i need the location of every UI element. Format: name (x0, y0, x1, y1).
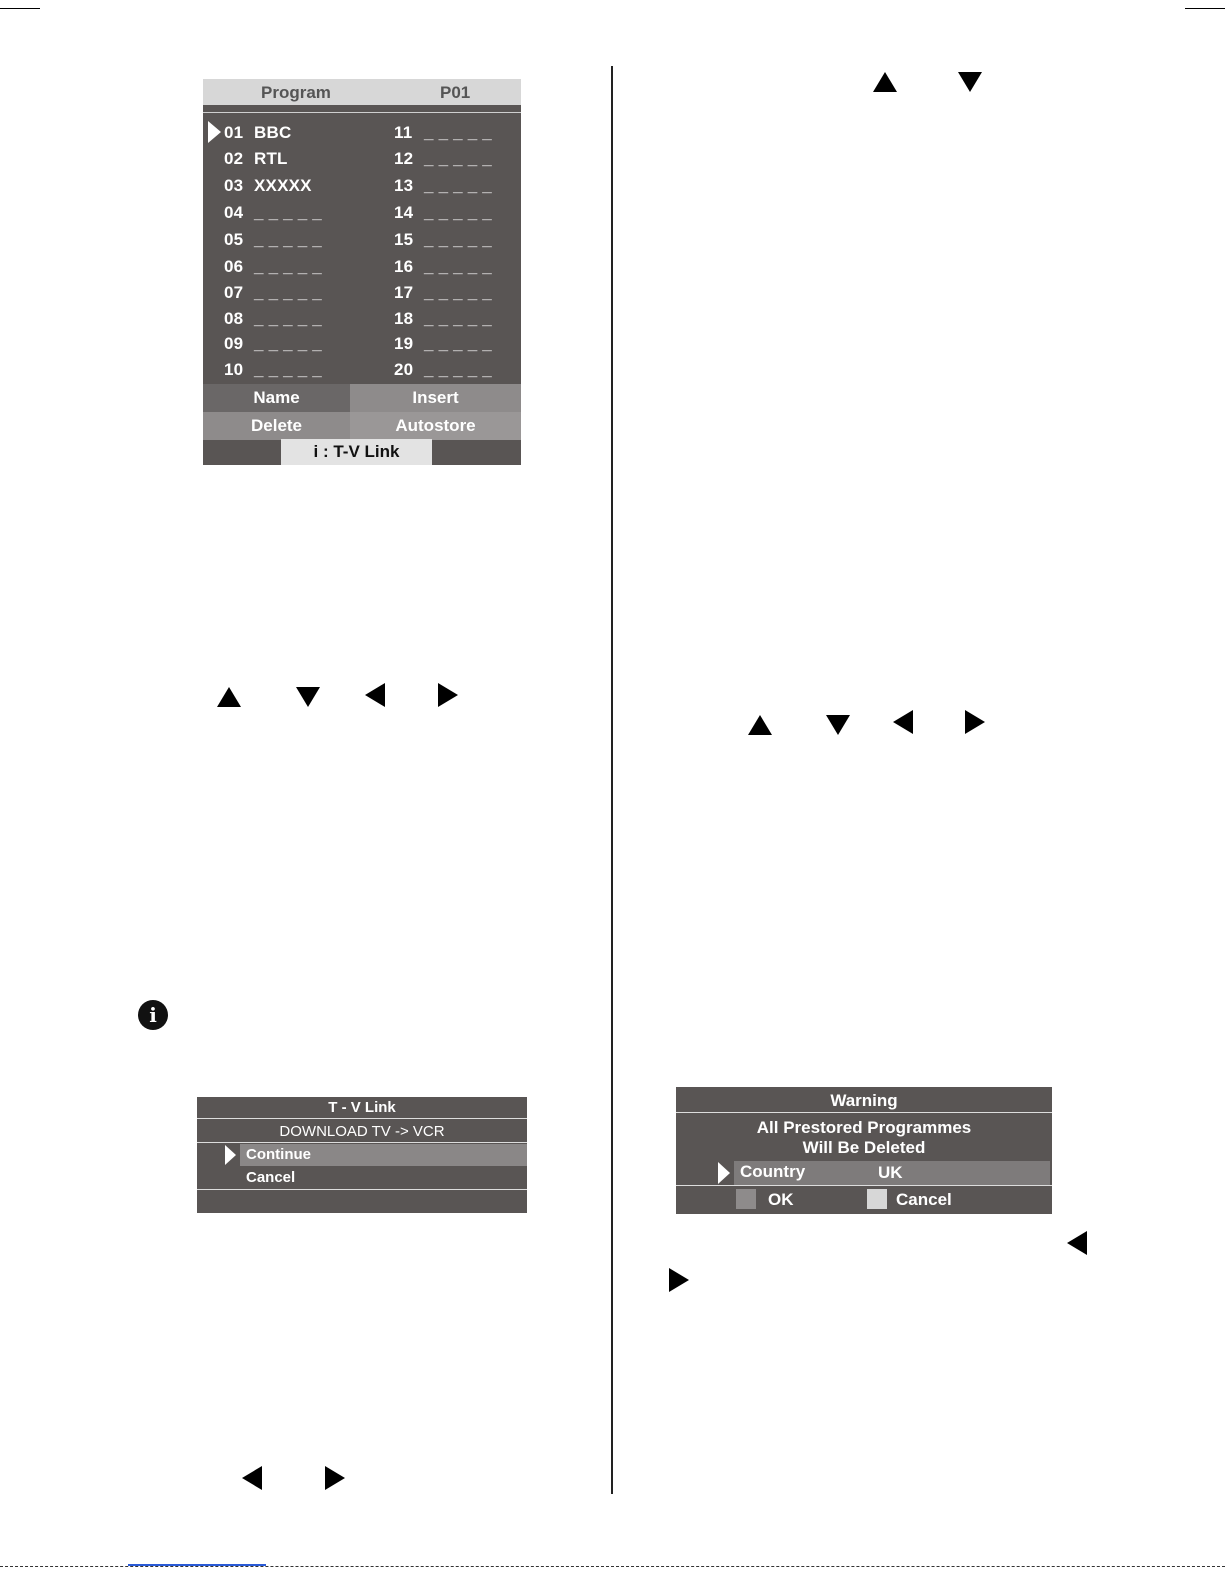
program-menu (203, 79, 521, 465)
column-divider (611, 66, 613, 1494)
program-number: 03 (224, 176, 244, 195)
crop-mark (1185, 8, 1225, 9)
program-number: 18 (394, 309, 414, 328)
tv-link-dialog (197, 1097, 527, 1213)
warning-message-line2: Will Be Deleted (802, 1138, 926, 1157)
insert-button[interactable]: Insert (350, 384, 521, 412)
country-label: Country (740, 1162, 806, 1181)
autostore-button[interactable]: Autostore (350, 412, 521, 440)
arrow-up-icon (217, 687, 241, 707)
selection-arrow-icon (225, 1145, 236, 1165)
continue-option[interactable]: Continue (240, 1144, 527, 1166)
country-selector[interactable] (734, 1161, 1050, 1185)
program-name: _ _ _ _ _ (254, 257, 322, 276)
program-name: XXXXX (254, 176, 312, 195)
ok-color-key-icon (736, 1189, 756, 1209)
program-name: _ _ _ _ _ (424, 283, 492, 302)
arrow-left-icon (242, 1466, 262, 1490)
arrow-right-icon (438, 683, 458, 707)
bottom-link-underline (128, 1564, 266, 1566)
arrow-down-icon (958, 72, 982, 92)
program-name: _ _ _ _ _ (254, 283, 322, 302)
delete-button[interactable]: Delete (203, 412, 350, 440)
program-number: 14 (394, 203, 414, 222)
program-name: _ _ _ _ _ (254, 360, 322, 379)
divider (197, 1142, 527, 1143)
arrow-down-icon (296, 687, 320, 707)
program-name: BBC (254, 123, 292, 142)
program-name: _ _ _ _ _ (424, 360, 492, 379)
program-number: 09 (224, 334, 244, 353)
program-name: _ _ _ _ _ (424, 309, 492, 328)
selection-arrow-icon (208, 121, 221, 143)
program-name: _ _ _ _ _ (424, 149, 492, 168)
program-number: 02 (224, 149, 244, 168)
program-number: 06 (224, 257, 244, 276)
arrow-left-icon (893, 710, 913, 734)
program-name: _ _ _ _ _ (424, 176, 492, 195)
program-name: _ _ _ _ _ (424, 334, 492, 353)
program-name: _ _ _ _ _ (424, 257, 492, 276)
program-name: _ _ _ _ _ (424, 123, 492, 142)
tv-link-subtitle: DOWNLOAD TV -> VCR (279, 1123, 445, 1140)
program-number: 20 (394, 360, 414, 379)
program-number: 13 (394, 176, 414, 195)
program-header-label: Program (261, 83, 331, 102)
program-number: 12 (394, 149, 414, 168)
program-number: 07 (224, 283, 244, 302)
divider (197, 1118, 527, 1119)
cancel-color-key-icon (867, 1189, 887, 1209)
warning-message-line1: All Prestored Programmes (756, 1118, 972, 1137)
arrow-up-icon (748, 715, 772, 735)
program-number: 17 (394, 283, 414, 302)
warning-title: Warning (830, 1091, 898, 1110)
program-name: _ _ _ _ _ (254, 334, 322, 353)
divider (676, 1185, 1052, 1186)
arrow-left-icon (365, 683, 385, 707)
arrow-right-icon (325, 1466, 345, 1490)
arrow-down-icon (826, 715, 850, 735)
warning-dialog (676, 1087, 1052, 1214)
divider (676, 1112, 1052, 1113)
program-number: P01 (440, 83, 471, 102)
ok-button[interactable]: OK (768, 1190, 794, 1209)
arrow-left-icon (1067, 1231, 1087, 1255)
arrow-right-icon (965, 710, 985, 734)
program-number: 05 (224, 230, 244, 249)
arrow-up-icon (873, 72, 897, 92)
program-name: RTL (254, 149, 288, 168)
program-number: 10 (224, 360, 244, 379)
divider (203, 112, 521, 113)
arrow-right-icon (669, 1268, 689, 1292)
info-icon: i (138, 1000, 168, 1030)
program-number: 15 (394, 230, 414, 249)
name-button[interactable]: Name (203, 384, 350, 412)
country-value: UK (878, 1163, 903, 1182)
cancel-button[interactable]: Cancel (896, 1190, 952, 1209)
tv-link-hint: i : T-V Link (281, 439, 432, 465)
program-number: 01 (224, 123, 244, 142)
program-number: 08 (224, 309, 244, 328)
crop-mark (0, 8, 40, 9)
divider (197, 1189, 527, 1190)
bottom-rule (0, 1566, 1225, 1567)
program-name: _ _ _ _ _ (254, 309, 322, 328)
selection-arrow-icon (718, 1162, 730, 1184)
program-number: 16 (394, 257, 414, 276)
program-name: _ _ _ _ _ (254, 230, 322, 249)
program-name: _ _ _ _ _ (424, 230, 492, 249)
program-name: _ _ _ _ _ (254, 203, 322, 222)
program-number: 19 (394, 334, 414, 353)
program-menu-header (203, 79, 521, 105)
program-number: 04 (224, 203, 244, 222)
cancel-option[interactable]: Cancel (246, 1169, 296, 1186)
tv-link-title: T - V Link (328, 1099, 396, 1116)
program-number: 11 (394, 123, 413, 142)
program-name: _ _ _ _ _ (424, 203, 492, 222)
